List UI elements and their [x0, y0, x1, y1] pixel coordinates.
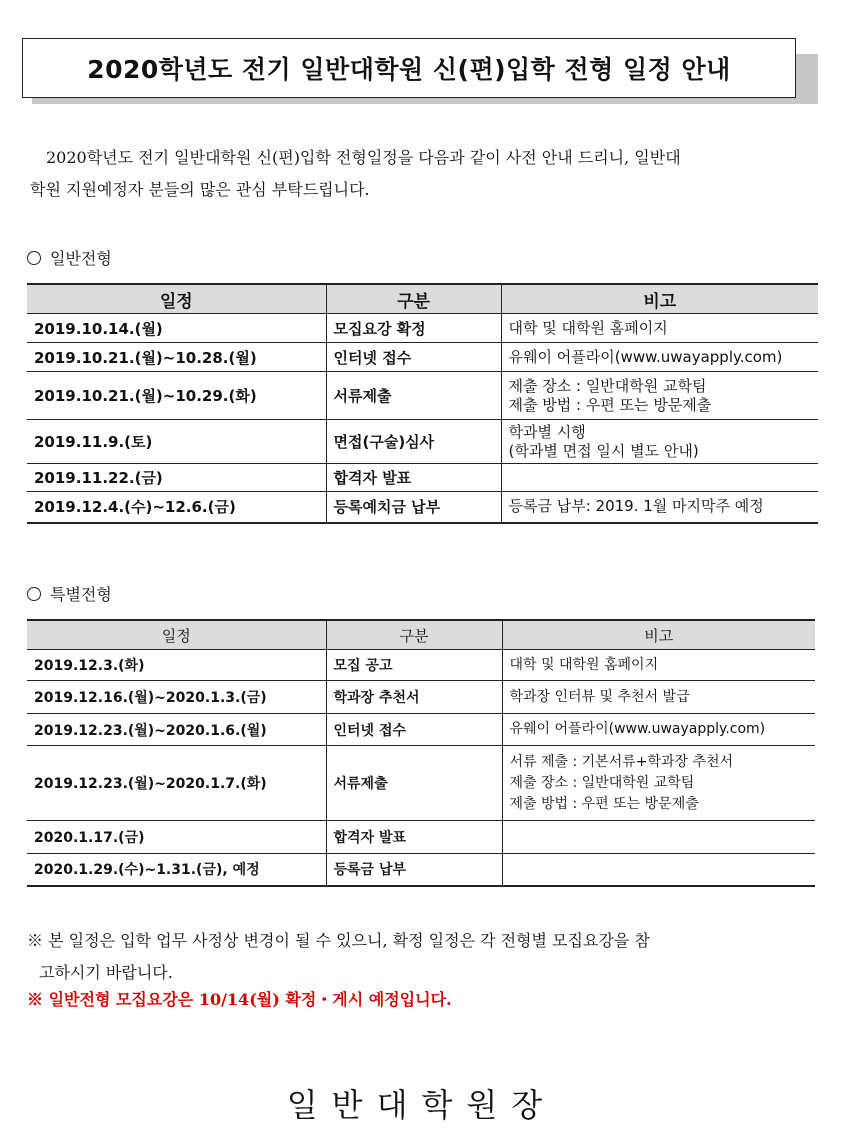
general-schedule-table — [27, 283, 818, 524]
row-note: 대학 및 대학원 홈페이지 — [502, 650, 815, 681]
section-general-label: 일반전형 — [50, 249, 112, 268]
row-date: 2020.1.17.(금) — [27, 821, 326, 854]
row-date: 2019.12.23.(월)~2020.1.7.(화) — [27, 746, 326, 821]
row-type: 등록금 납부 — [326, 854, 502, 886]
row-type: 합격자 발표 — [326, 464, 501, 492]
row-type: 서류제출 — [326, 746, 502, 821]
intro-line-2: 학원 지원예정자 분들의 많은 관심 부탁드립니다. — [30, 180, 370, 199]
header-type: 구분 — [326, 284, 501, 314]
row-type: 학과장 추천서 — [326, 681, 502, 714]
table-header-row — [27, 284, 818, 314]
row-note: 등록금 납부: 2019. 1월 마지막주 예정 — [501, 492, 818, 523]
row-note: 유웨이 어플라이(www.uwayapply.com) — [501, 343, 818, 372]
row-date: 2019.11.22.(금) — [27, 464, 326, 492]
section-special — [27, 582, 112, 605]
footnote-line-2: 고하시기 바랍니다. — [39, 963, 173, 982]
row-date: 2019.12.16.(월)~2020.1.3.(금) — [27, 681, 326, 714]
title-banner — [22, 38, 818, 104]
row-date: 2019.12.3.(화) — [27, 650, 326, 681]
header-date: 일정 — [27, 620, 326, 650]
row-date: 2019.11.9.(토) — [27, 420, 326, 464]
table-row — [27, 372, 818, 420]
page-title: 2020학년도 전기 일반대학원 신(편)입학 전형 일정 안내 — [22, 38, 796, 98]
section-general — [27, 246, 112, 269]
row-note — [502, 854, 815, 886]
row-note: 유웨이 어플라이(www.uwayapply.com) — [502, 714, 815, 746]
table-row — [27, 854, 815, 886]
signature: 일반대학원장 — [286, 1086, 557, 1124]
footnote — [27, 925, 807, 989]
table-header-row — [27, 620, 815, 650]
row-date: 2019.10.21.(월)~10.28.(월) — [27, 343, 326, 372]
row-date: 2019.10.21.(월)~10.29.(화) — [27, 372, 326, 420]
header-type: 구분 — [326, 620, 502, 650]
row-type: 등록예치금 납부 — [326, 492, 501, 523]
table-row — [27, 343, 818, 372]
header-date: 일정 — [27, 284, 326, 314]
table-row — [27, 650, 815, 681]
table-row — [27, 464, 818, 492]
row-date: 2019.10.14.(월) — [27, 314, 326, 343]
circle-bullet-icon — [27, 251, 41, 265]
row-note: 학과장 인터뷰 및 추천서 발급 — [502, 681, 815, 714]
intro-paragraph — [30, 142, 810, 206]
row-type: 서류제출 — [326, 372, 501, 420]
special-schedule-table — [27, 619, 815, 887]
row-note: 제출 장소 : 일반대학원 교학팀 제출 방법 : 우편 또는 방문제출 — [501, 372, 818, 420]
row-date: 2020.1.29.(수)~1.31.(금), 예정 — [27, 854, 326, 886]
header-note: 비고 — [502, 620, 815, 650]
table-row — [27, 746, 815, 821]
row-date: 2019.12.4.(수)~12.6.(금) — [27, 492, 326, 523]
row-note — [502, 821, 815, 854]
row-type: 합격자 발표 — [326, 821, 502, 854]
row-type: 인터넷 접수 — [326, 714, 502, 746]
row-note — [501, 464, 818, 492]
table-row — [27, 420, 818, 464]
row-type: 인터넷 접수 — [326, 343, 501, 372]
row-date: 2019.12.23.(월)~2020.1.6.(월) — [27, 714, 326, 746]
table-row — [27, 314, 818, 343]
row-type: 면접(구술)심사 — [326, 420, 501, 464]
table-row — [27, 821, 815, 854]
table-row — [27, 681, 815, 714]
row-type: 모집요강 확정 — [326, 314, 501, 343]
row-note: 서류 제출 : 기본서류+학과장 추천서 제출 장소 : 일반대학원 교학팀 제출 방법 : 우편 또는 방문제출 — [502, 746, 815, 821]
footnote-line-1: ※ 본 일정은 입학 업무 사정상 변경이 될 수 있으니, 확정 일정은 각 전형별 모집요강을 참 — [27, 931, 650, 950]
intro-line-1: 2020학년도 전기 일반대학원 신(편)입학 전형일정을 다음과 같이 사전 안내 드리니, 일반대 — [46, 148, 681, 167]
header-note: 비고 — [501, 284, 818, 314]
table-row — [27, 714, 815, 746]
row-note: 대학 및 대학원 홈페이지 — [501, 314, 818, 343]
row-note: 학과별 시행 (학과별 면접 일시 별도 안내) — [501, 420, 818, 464]
row-type: 모집 공고 — [326, 650, 502, 681]
section-special-label: 특별전형 — [50, 585, 112, 604]
notice-text: ※ 일반전형 모집요강은 10/14(월) 확정・게시 예정입니다. — [27, 990, 452, 1009]
table-row — [27, 492, 818, 523]
circle-bullet-icon — [27, 587, 41, 601]
